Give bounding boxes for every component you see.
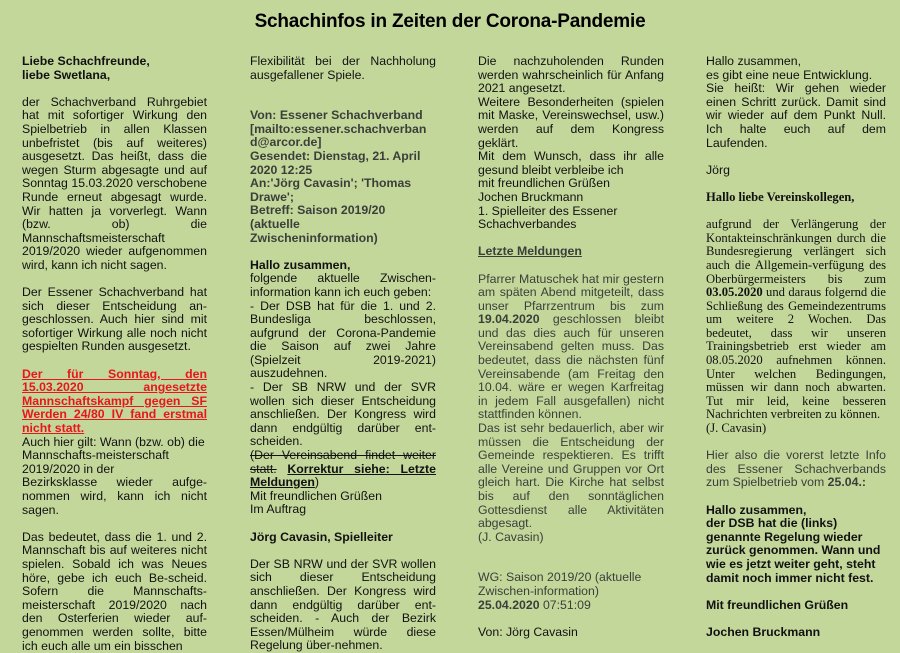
date: 03.05.2020 <box>706 285 763 300</box>
paragraph: - Der DSB hat für die 1. und 2. Bundesliga beschlossen, aufgrund der Corona-Pandemie die Saison auf zwei Jahre (Spielzeit 2019-2021) auszudehnen. <box>250 298 436 381</box>
order: Im Auftrag <box>250 502 307 517</box>
email-to: An:'Jörg Cavasin'; 'Thomas <box>250 176 412 191</box>
email-sent: 2020 12:25 <box>250 162 313 177</box>
signature: Jörg <box>706 162 730 177</box>
paragraph: der Schachverband Ruhrgebiet hat mit sofortiger Wirkung den Spielbetrieb in allen Klassen unbefristet (bis auf weiteres) ausgesetzt. Das heißt, dass die wegen Sturm abgesagte und auf Sonntag 15.03.2020 verschobene Runde erneut abgesagt wurde. Wir hatten ja vorverlegt. Wann (bzw. ob) die Mannschaftsmeisterschaft 2019/2020 wieder aufgenommen wird, kann ich nicht sagen. <box>22 94 207 272</box>
greeting: Hallo zusammen, <box>706 502 807 517</box>
paragraph: Die nachzuholenden Runden werden wahrscheinlich für Anfang 2021 angesetzt. <box>478 54 664 96</box>
email-sent: Gesendet: Dienstag, 21. April <box>250 148 421 163</box>
paragraph: Bezirksklasse wieder aufge-nommen wird, kann ich nicht sagen. <box>22 475 207 517</box>
paragraph: gesund bleibt verbleibe ich <box>478 162 624 177</box>
regards: Mit freundlichen Grüßen <box>706 597 849 612</box>
date: 19.04.2020 <box>478 312 540 327</box>
email-subject: Zwischeninformation) <box>250 230 378 245</box>
paragraph: folgende aktuelle Zwischen-information kann ich euch geben: <box>250 271 436 299</box>
signature-name: Jochen Bruckmann <box>478 189 584 204</box>
greeting: Hallo zusammen, <box>250 257 351 272</box>
paragraph: Der Essener Schachverband hat sich dieser Entscheidung an-geschlossen. Auch hier sind mit sofortiger Wirkung alle noch nicht gespielten Runden ausgesetzt. <box>22 285 207 354</box>
page-title: Schachinfos in Zeiten der Corona-Pandemie <box>254 11 646 32</box>
email-mailto-link[interactable]: [mailto:essener.schachverban <box>250 121 427 136</box>
text: geschlossen bleibt und das dies auch für unseren Vereinsabend gelten muss. Das bedeutet, dass die nächsten fünf Vereinsabende (am Freitag den 10.04. wäre er wegen Karfreitag in jedem Fall ausgefallen) nicht stattfinden können. <box>478 312 664 422</box>
column-3 <box>478 55 664 639</box>
email-from: Von: Essener Schachverband <box>250 108 423 123</box>
forward-subject: WG: Saison 2019/20 (aktuelle <box>478 570 642 585</box>
struck-text: (Der Vereinsabend findet weiter statt. <box>250 448 436 476</box>
email-subject: Betreff: Saison 2019/20 (aktuelle <box>250 203 386 231</box>
signature-role: 1. Spielleiter des Essener <box>478 203 618 218</box>
regards: mit freundlichen Grüßen <box>478 176 610 191</box>
signature: (J. Cavasin) <box>478 529 544 544</box>
email-header <box>250 109 436 245</box>
paragraph: Sie heißt: Wir gehen wieder einen Schritt zurück. Damit sind wir wieder auf dem Punkt Null. Ich halte euch auf dem Laufenden. <box>706 81 886 150</box>
greeting: Liebe Schachfreunde, <box>22 54 150 68</box>
correction-link[interactable]: Korrektur siehe: Letzte Meldungen <box>250 461 436 490</box>
paragraph: Mit dem Wunsch, dass ihr alle <box>478 149 664 164</box>
email-mailto-link[interactable]: d@arcor.de] <box>250 135 322 150</box>
red-notice: Der für Sonntag, den 15.03.2020 angesetzte Mannschaftskampf gegen SF Werden 24/80 IV fand erstmal nicht statt. <box>22 366 207 436</box>
greeting: Hallo zusammen, <box>706 54 801 68</box>
forward-subject: Zwischen-information) <box>478 583 599 598</box>
forward-datetime <box>478 599 664 613</box>
latest-news-heading[interactable]: Letzte Meldungen <box>478 244 582 259</box>
date: 25.04.2020 <box>478 597 540 612</box>
text: und daraus folgernd die Schließung des Gemeindezentrums um weitere 2 Wochen. Das bedeutet, dass wir unseren Trainingsbetrieb erst wieder am 08.05.2020 aufnehmen können. Unter welchen Bedingungen, müssen wir dann noch abwarten. Tut mir leid, keine besseren Nachrichten verbreiten zu können. <box>706 285 886 422</box>
date: 25.04. <box>827 475 862 490</box>
text: Hier also die vorerst letzte Info des Essener Schachverbands zum Spielbetrieb vom <box>706 448 886 490</box>
signature: (J. Cavasin) <box>706 421 767 436</box>
text: aufgrund der Verlängerung der Kontakteinschränkungen durch die Bundesregierung verlängert sich auch die Allgemein-verfügung des Oberbürgermeisters bis zum <box>706 217 886 286</box>
paragraph: Der SB NRW und der SVR wollen sich dieser Entscheidung anschließen. Der Kongress wird dann endgültig darüber ent-scheiden. - Auch der Bezirk Essen/Mülheim würde diese Regelung über-nehmen. <box>250 556 436 653</box>
paragraph: der DSB hat die (links) genannte Regelung wieder zurück genommen. Wann und wie es jetzt weiter geht, steht damit noch immer nicht fest. <box>706 516 881 585</box>
signature: Jörg Cavasin, Spielleiter <box>250 529 393 544</box>
paragraph: es gibt eine neue Entwicklung. <box>706 67 873 82</box>
paragraph: - Der SB NRW und der SVR wollen sich dieser Entscheidung anschließen. Der Kongress wird dann endgültig darüber ent-scheiden. <box>250 380 436 449</box>
column-1 <box>22 55 207 653</box>
greeting: Hallo liebe Vereinskollegen, <box>706 189 855 204</box>
signature-name: Jochen Bruckmann <box>706 624 821 639</box>
column-4 <box>706 55 886 640</box>
signature-role: Schachverbandes <box>478 217 577 232</box>
text: Pfarrer Matuschek hat mir gestern am späten Abend mitgeteilt, dass unser Pfarrzentrum bis zum <box>478 271 664 313</box>
close-paren: ) <box>314 475 320 490</box>
colon: : <box>861 475 866 490</box>
greeting: liebe Swetlana, <box>22 67 111 82</box>
paragraph: Weitere Besonderheiten (spielen mit Maske, Vereinswechsel, usw.) werden auf dem Kongress geklärt. <box>478 94 664 150</box>
paragraph <box>250 449 436 490</box>
paragraph: 2019/2020 in der <box>22 461 115 476</box>
email-to: Drawe'; <box>250 189 294 204</box>
forward-from: Von: Jörg Cavasin <box>478 624 578 639</box>
time: 07:51:09 <box>539 597 591 612</box>
regards: Mit freundlichen Grüßen <box>250 488 382 503</box>
paragraph <box>706 449 886 490</box>
paragraph: Flexibilität bei der Nachholung ausgefallener Spiele. <box>250 54 436 82</box>
column-2 <box>250 55 436 653</box>
paragraph <box>706 218 886 422</box>
paragraph <box>478 273 664 423</box>
paragraph: Das bedeutet, dass die 1. und 2. Mannschaft bis auf weiteres nicht spielen. Sobald ich was Neues höre, gebe ich euch Be-scheid. Sofern die Mannschafts-meisterschaft 2019/2020 nach den Osterferien wieder auf-genommen werden sollte, bitte ich euch alle um ein bisschen <box>22 529 207 653</box>
paragraph: Auch hier gilt: Wann (bzw. ob) die Mannschafts-meisterschaft <box>22 434 205 463</box>
paragraph: Das ist sehr bedauerlich, aber wir müssen die Entscheidung der Gemeinde respektieren. Es trifft alle Vereine und Gruppen vor Ort gleich hart. Die Kirche hat selbst bis auf den sonntäglichen Gottesdienst alle Aktivitäten abgesagt. <box>478 421 664 531</box>
